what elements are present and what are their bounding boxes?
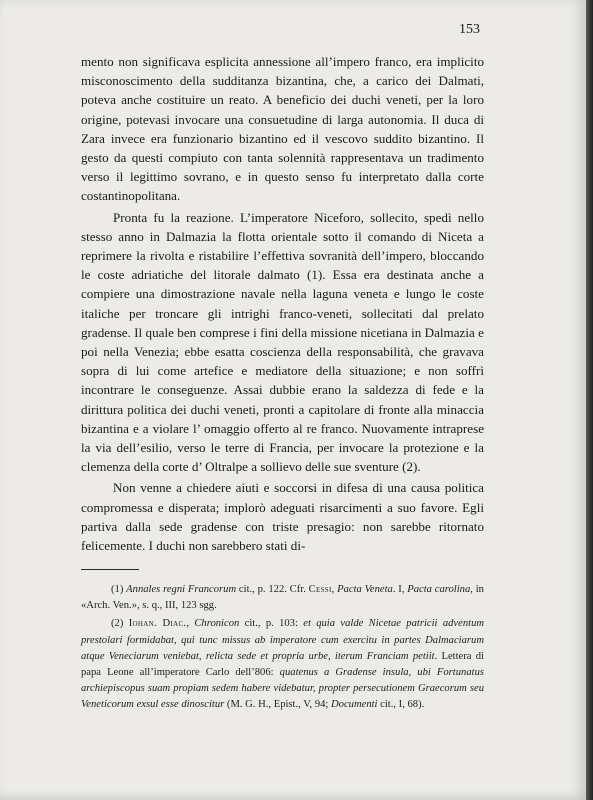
paragraph-1: mento non significava esplicita annessione all’impero franco, era implicito misconoscimento della sudditanza bizantina, che, a carico dei Dalmati, poteva anche costituire un reato. A beneficio dei duchi veneti, per la loro origine, potevasi invocare una consuetudine di larga autonomia. Il duca di Zara invece era funzionario bizantino ed il vescovo suddito bizantino. Il gesto da questi compiuto con tanta solennità rappresentava un tradimento verso il legittimo sovrano, e in questo senso fu interpretato dalla corte costantinopolitana. xyxy=(81,54,484,204)
page-number: 153 xyxy=(459,22,480,37)
footnote-2 xyxy=(81,616,484,713)
footnote-2-quote-2: quatenus a Gradense insula, ubi Fortunatus archiepiscopus suam propiam sedem habere videbatur, propter persecutionem Graecorum seu Veneticorum exsul esse dinoscitur xyxy=(81,667,484,711)
footnote-2-text: . Lettera di papa Leone all’imperatore Carlo dell’806: xyxy=(81,650,484,679)
footnote-1-text: , xyxy=(331,584,338,595)
footnote-1-number: (1) xyxy=(111,584,124,595)
footnote-1-text: , in «Arch. Ven.», s. q., III, 123 sgg. xyxy=(81,584,484,612)
footnote-2-title-2: Documenti xyxy=(331,699,378,711)
footnote-separator xyxy=(81,569,139,570)
footnote-1-author: Cessi xyxy=(308,584,332,595)
footnote-2-author: Iohan. Diac. xyxy=(128,618,187,630)
footnote-2-text: (M. G. H., Epist., V, 94; xyxy=(224,699,332,711)
paragraph-3: Non venne a chiedere aiuti e soccorsi in difesa di una causa politica compromessa e disperata; implorò adeguati risarcimenti a suo favore. Egli partiva dalla sede gradense con triste presagio: non sarebbe ritornato felicemente. I duchi non sarebbero stati di- xyxy=(81,480,484,554)
footnote-2-text: cit., p. 103: xyxy=(239,618,304,630)
footnote-1-text: cit., p. 122. Cfr. xyxy=(236,584,309,595)
footnote-2-text: cit., I, 68). xyxy=(377,699,425,711)
page-edge-shadow xyxy=(586,0,593,800)
footnote-1 xyxy=(81,582,484,614)
footnote-2-title: Chronicon xyxy=(194,618,240,630)
footnote-1-title: Annales regni Francorum xyxy=(126,584,237,595)
footnote-2-quote-1: et quia valde Nicetae patricii adventum prestolari formidabat, qui tunc missus ab imperatore cum exercitu in partes Dalmaciarum atque Veneciarum veniebat, relicta sede et propria urbe, iterum Franciam petiit xyxy=(81,618,485,662)
footnote-2-number: (2) xyxy=(111,618,124,630)
footnotes xyxy=(81,582,484,714)
footnote-1-title-3: Pacta carolina xyxy=(407,584,471,595)
main-text xyxy=(81,52,484,555)
footnote-1-title-2: Pacta Veneta xyxy=(337,584,393,595)
footnote-1-text: . I, xyxy=(392,584,408,595)
paragraph-2: Pronta fu la reazione. L’imperatore Niceforo, sollecito, spedì nello stesso anno in Dalmazia la flotta orientale sotto il comando di Niceta a reprimere la rivolta e ristabilire l’effettiva sovranità dell’impero, bloccando le coste adriatiche del litorale dalmato (1). Essa era destinata anche a compiere una dimostrazione navale nella laguna veneta e lungo le coste italiche per troncare gli intrighi franco-veneti, sollecitati dal prelato gradense. Il quale ben comprese i fini della missione nicetiana in Dalmazia e poi nella Venezia; ebbe esatta coscienza della responsabilità, che gravava sopra di lui come artefice e mediatore della situazione; e non soffrì incontrare le conseguenze. Assai dubbie erano la saldezza di fede e la dirittura politica dei duchi veneti, pronti a capitolare di fronte alla minaccia bizantina e a violare l’ omaggio offerto al re franco. Nuovamente intraprese la via dell’esilio, verso le terre di Francia, per invocare la protezione e la clemenza della corte d’ Oltralpe a sollievo delle sue sventure (2). xyxy=(81,209,484,475)
footnote-2-text: , xyxy=(186,618,195,630)
